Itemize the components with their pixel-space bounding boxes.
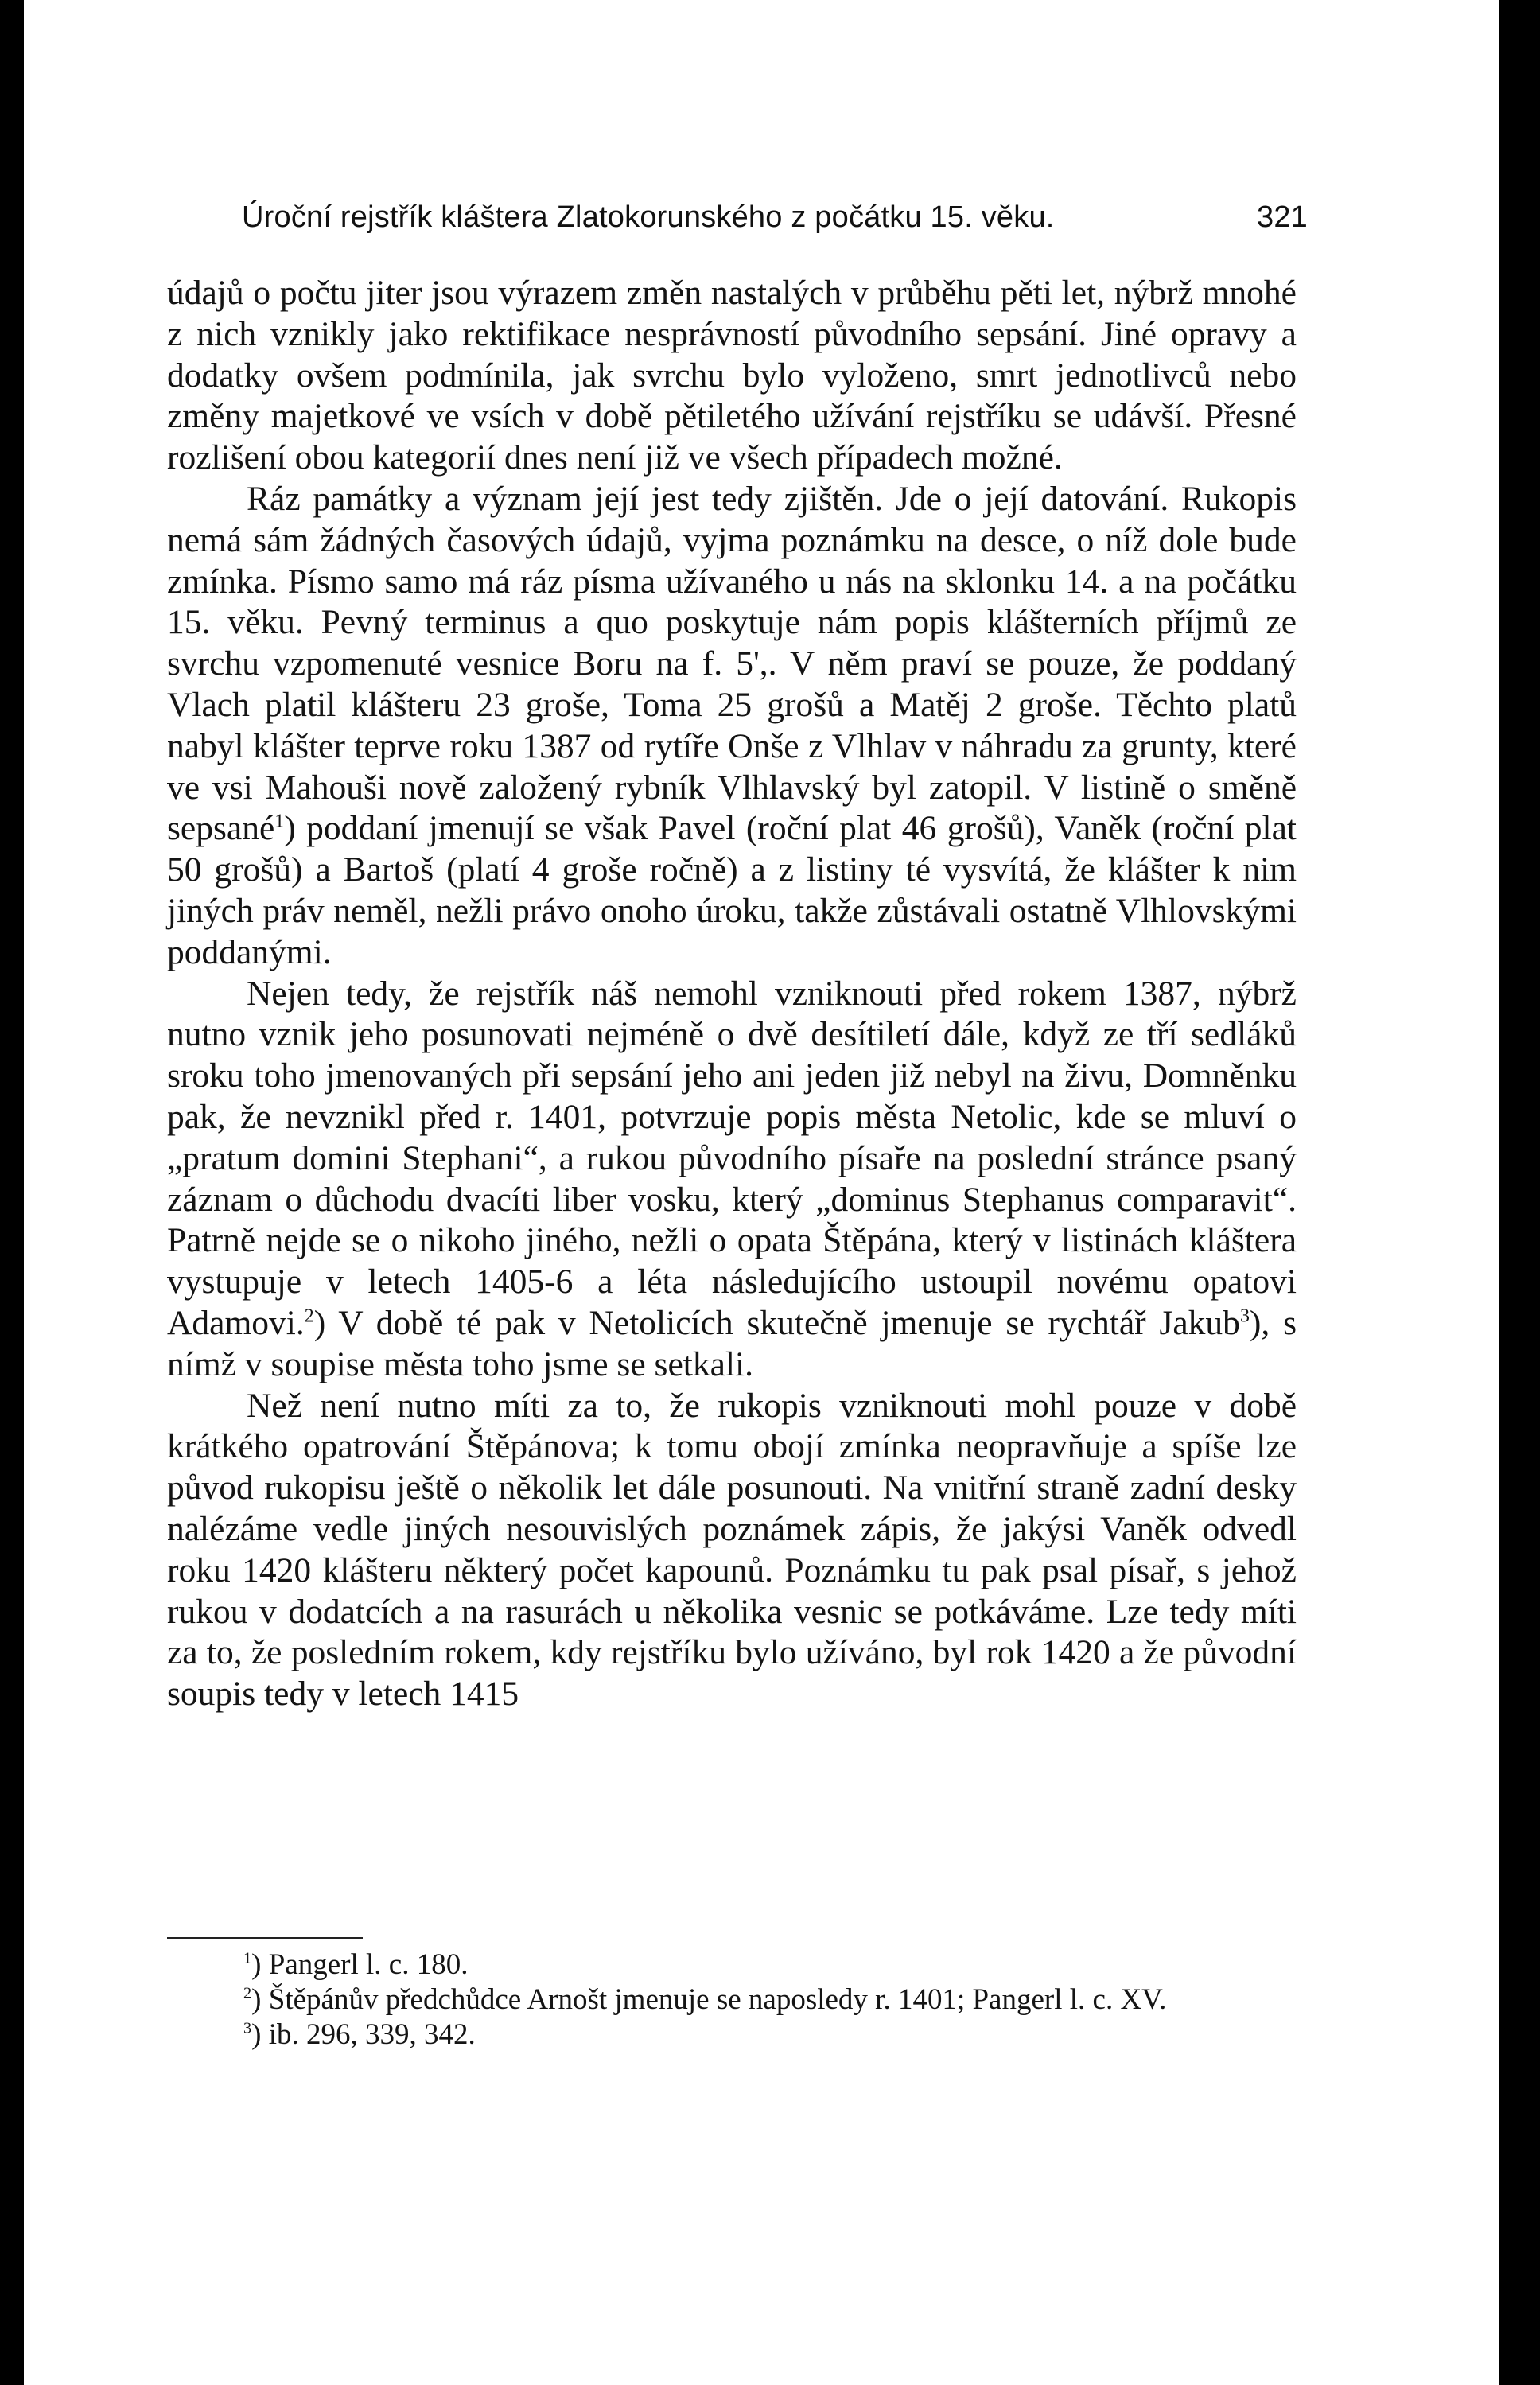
page <box>24 0 1519 2385</box>
paragraph: Ráz památky a význam její jest tedy zjištěn. Jde o její datování. Rukopis nemá sám žádných časových údajů, vyjma poznámku na desce, o níž dole bude zmínka. Písmo samo má ráz písma užívaného u nás na sklonku 14. a na počátku 15. věku. Pevný terminus a quo poskytuje nám popis klášterních příjmů ze svrchu vzpomenuté vesnice Boru na f. 5',. V něm praví se pouze, že poddaný Vlach platil klášteru 23 groše, Toma 25 grošů a Matěj 2 groše. Těchto platů nabyl klášter teprve roku 1387 od rytíře Onše z Vlhlav v náhradu za grunty, které ve vsi Mahouši nově založený rybník Vlhlavský byl zatopil. V listině o směně sepsané$^1$) poddaní jmenují se však Pavel (roční plat 46 grošů), Vaněk (roční plat 50 grošů) a Bartoš (platí 4 groše ročně) a z listiny té vysvítá, že klášter k nim jiných práv neměl, nežli právo onoho úroku, takže zůstávali ostatně Vlhlovskými poddanými. <box>167 479 1297 971</box>
running-header <box>242 200 1308 235</box>
body-text <box>167 273 1297 1715</box>
header-title: Úroční rejstřík kláštera Zlatokorunského z počátku 15. věku. <box>242 200 1055 234</box>
footnote: $^1$) Pangerl l. c. 180. <box>243 1948 469 1981</box>
paragraph: Než není nutno míti za to, že rukopis vzniknouti mohl pouze v době krátkého opatrování Štěpánova; k tomu obojí zmínka neopravňuje a spíše lze původ rukopisu ještě o několik let dále posunouti. Na vnitřní straně zadní desky nalézáme vedle jiných nesouvislých poznámek zápis, že jakýsi Vaněk odvedl roku 1420 klášteru některý počet kapounů. Poznámku tu pak psal písař, s jehož rukou v dodatcích a na rasurách u několika vesnic se potkáváme. Lze tedy míti za to, že posledním rokem, kdy rejstříku bylo užíváno, byl rok 1420 a že původní soupis tedy v letech 1415 <box>167 1386 1297 1714</box>
paragraph: Nejen tedy, že rejstřík náš nemohl vzniknouti před rokem 1387, nýbrž nutno vznik jeho posunovati nejméně o dvě desítiletí dále, když ze tří sedláků sroku toho jmenovaných při sepsání jeho ani jeden již nebyl na živu, Domněnku pak, že nevznikl před r. 1401, potvrzuje popis města Netolic, kde se mluví o „pratum domini Stephani“, a rukou původního písaře na poslední stránce psaný záznam o důchodu dvacíti liber vosku, který „dominus Stephanus comparavit“. Patrně nejde se o nikoho jiného, nežli o opata Štěpána, který v listinách kláštera vystupuje v letech 1405-6 a léta následujícího ustoupil novému opatovi Adamovi.$^2$) V době té pak v Netolicích skutečně jmenuje se rychtář Jakub$^3$), s nímž v soupise města toho jsme se setkali. <box>167 974 1297 1383</box>
footnote-ref: 3 <box>1239 1305 1250 1327</box>
footnote-ref: 2 <box>304 1305 314 1327</box>
paragraph: údajů o počtu jiter jsou výrazem změn nastalých v průběhu pěti let, nýbrž mnohé z nich vznikly jako rektifikace nesprávností původního sepsání. Jiné opravy a dodatky ovšem podmínila, jak svrchu bylo vyloženo, smrt jednotlivců nebo změny majetkové ve vsích v době pětiletého užívání rejstříku se udávší. Přesné rozlišení obou kategorií dnes není již ve všech případech možné. <box>167 274 1297 477</box>
footnotes <box>167 1947 1297 2052</box>
footnote: $^2$) Štěpánův předchůdce Arnošt jmenuje se naposledy r. 1401; Pangerl l. c. XV. <box>243 1983 1167 2016</box>
scan-edge <box>1499 0 1519 2385</box>
footnote-divider <box>167 1937 363 1939</box>
footnote-ref: 1 <box>274 811 285 832</box>
footnote: $^3$) ib. 296, 339, 342. <box>243 2018 476 2051</box>
page-number: 321 <box>1256 200 1308 234</box>
